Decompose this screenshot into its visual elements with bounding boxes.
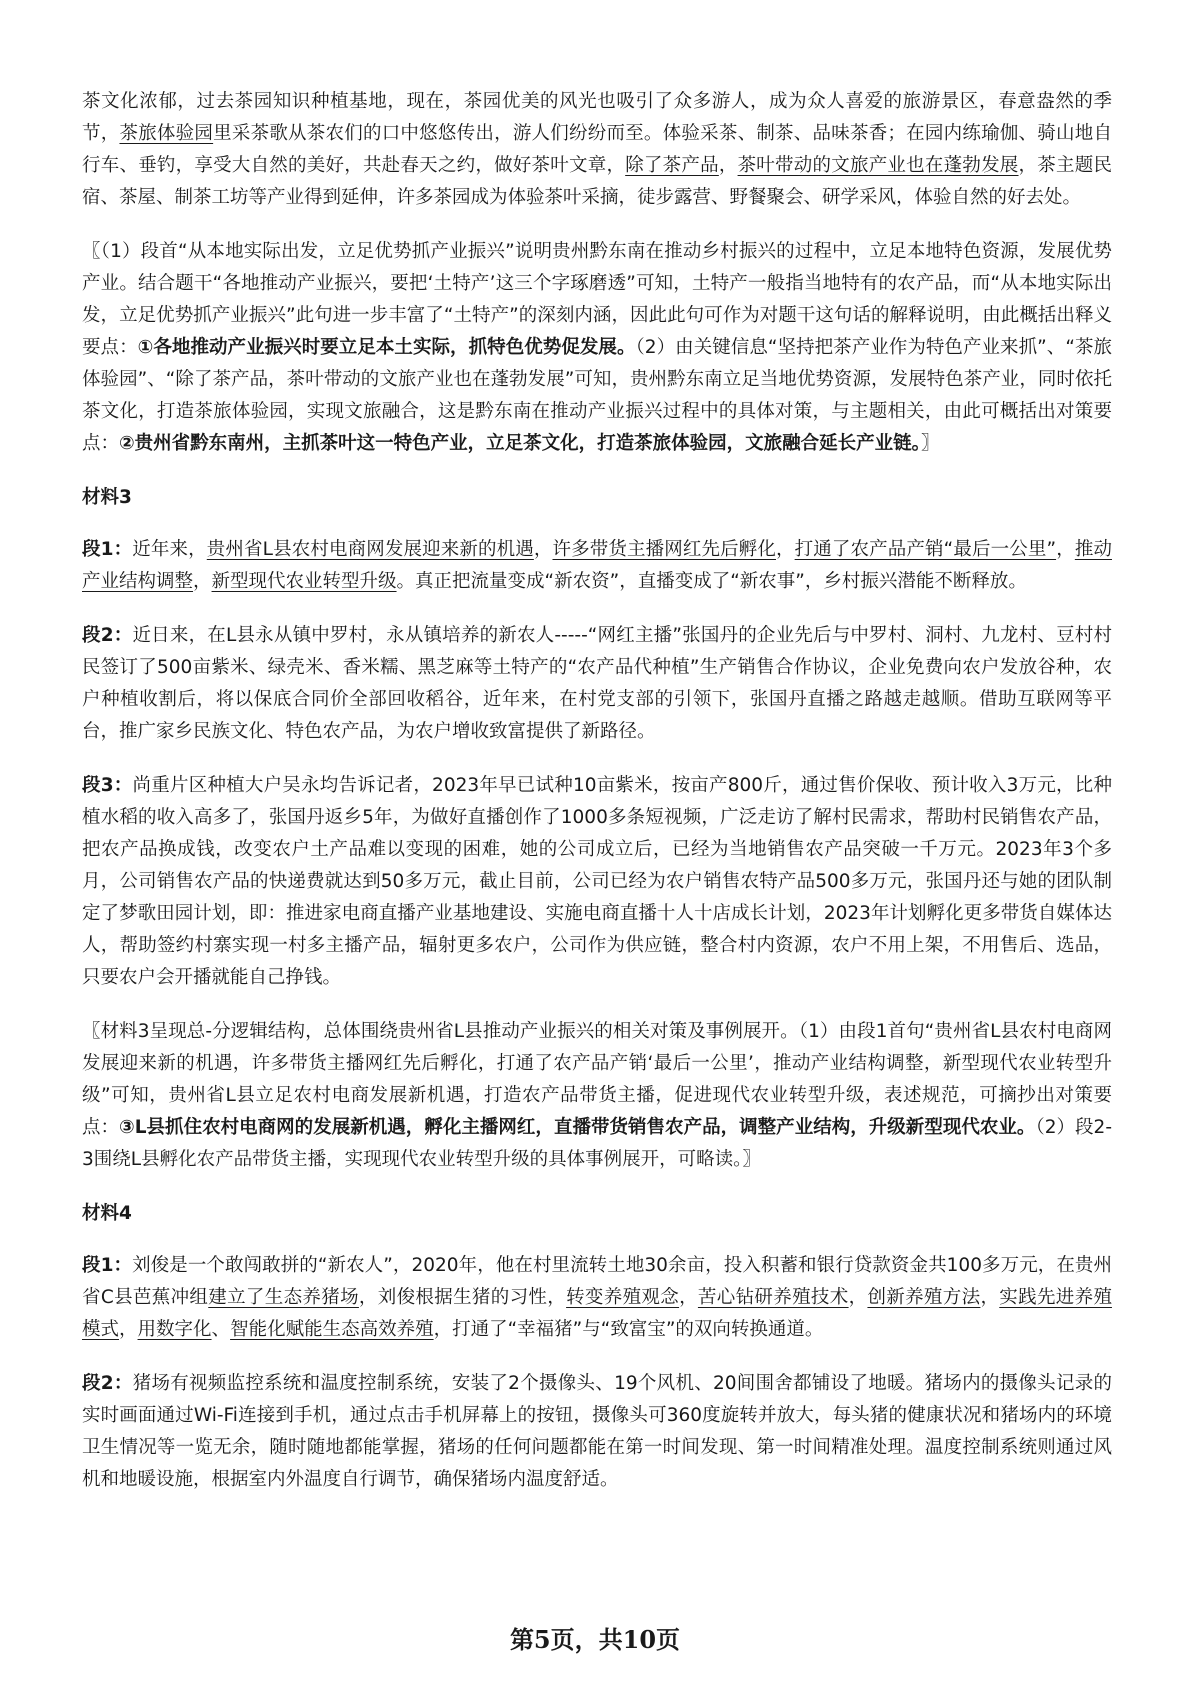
material-4-heading: 材料4 [82, 1203, 132, 1224]
analysis-material-3 [82, 1016, 1112, 1176]
underlined-phrase: 创新养殖方法 [867, 1287, 981, 1308]
key-point: ③L县抓住农村电商网的发展新机遇，孵化主播网红，直播带货销售农产品，调整产业结构，升级新型现代农业。 [119, 1117, 1036, 1138]
material-3-heading: 材料3 [82, 487, 132, 508]
analysis-material-2 [82, 236, 1112, 460]
section-label: 段2： [82, 625, 133, 646]
text-run: 里采茶歌从茶农们的口中悠悠传出，游人们纷纷而至。体验采茶、制茶、品味茶香；在园内练瑜伽、骑山地自行车、垂钓，享受大自然的美好，共赴春天之约，做好茶叶文章， [82, 123, 1112, 176]
text-run: ， [533, 539, 553, 560]
underlined-phrase: 新型现代农业转型升级 [211, 571, 397, 592]
text-run: 近日来，在L县永从镇中罗村，永从镇培养的新农人-----“网红主播”张国丹的企业先后与中罗村、洞村、九龙村、豆村村民签订了500亩紫米、绿壳米、香米糯、黑芝麻等土特产的“农产品代种植”生产销售合作协议，企业免费向农户发放谷种，农户种植收割后，将以保底合同价全部回收稻谷，近年来，在村党支部的引领下，张国丹直播之路越走越顺。借助互联网等平台，推广家乡民族文化、特色农产品，为农户增收致富提供了新路径。 [82, 625, 1113, 742]
material-3-section-1 [82, 534, 1112, 598]
text-run: （2）由关键信息“坚持把茶产业作为特色产业来抓”、“茶旅体验园”、“除了茶产品，茶叶带动的文旅产业也在蓬勃发展”可知，贵州黔东南立足当地优势资源，发展特色茶产业，同时依托茶文化，打造茶旅体验园，实现文旅融合，这是黔东南在推动产业振兴过程中的具体对策，与主题相关，由此可概括出对策要点： [82, 337, 1112, 454]
section-label: 段1： [82, 1255, 133, 1276]
text-run: ，茶主题民宿、茶屋、制茶工坊等产业得到延伸，许多茶园成为体验茶叶采摘，徒步露营、野餐聚会、研学采风，体验自然的好去处。 [82, 155, 1112, 208]
underlined-phrase: 实践先进养殖模式 [82, 1287, 1112, 1340]
underlined-phrase: 打通了农产品产销“最后一公里” [794, 539, 1057, 560]
text-run: 猪场有视频监控系统和温度控制系统，安装了2个摄像头、19个风机、20间围舍都铺设了地暖。猪场内的摄像头记录的实时画面通过Wi-Fi连接到手机，通过点击手机屏幕上的按钮，摄像头可360度旋转并放大，每头猪的健康状况和猪场内的环境卫生情况等一览无余，随时随地都能掌握，猪场的任何问题都能在第一时间发现、第一时间精准处理。温度控制系统则通过风机和地暖设施，根据室内外温度自行调节，确保猪场内温度舒适。 [82, 1373, 1113, 1490]
underlined-phrase: 建立了生态养猪场 [208, 1287, 359, 1308]
section-label: 段2： [82, 1373, 133, 1394]
key-point: ②贵州省黔东南州，主抓茶叶这一特色产业，立足茶文化，打造茶旅体验园，文旅融合延长产业链。 [119, 433, 921, 454]
text-run: 、 [211, 1319, 231, 1340]
paragraph-tea-tourism [82, 86, 1112, 214]
text-run: 刘俊是一个敢闯敢拼的“新农人”，2020年，他在村里流转土地30余亩，投入积蓄和银行贷款资金共100多万元，在贵州省C县芭蕉冲组 [82, 1255, 1113, 1308]
text-run: ， [193, 571, 212, 592]
material-3-section-3 [82, 770, 1112, 994]
text-run: 近年来， [132, 539, 207, 560]
page-number-footer: 第5页，共10页 [509, 1625, 681, 1654]
underlined-phrase: 苦心钻研养殖技术 [697, 1287, 849, 1308]
underlined-phrase: 转变养殖观念 [566, 1287, 680, 1308]
text-run: 〖材料3呈现总-分逻辑结构，总体围绕贵州省L县推动产业振兴的相关对策及事例展开。（1）由段1首句“贵州省L县农村电商网发展迎来新的机遇，许多带货主播网红先后孵化，打通了农产品产销‘最后一公里’，推动产业结构调整，新型现代农业转型升级”可知，贵州省L县立足农村电商发展新机遇，打造农产品带货主播，促进现代农业转型升级，表述规范，可摘抄出对策要点： [82, 1021, 1112, 1138]
key-point: ①各地推动产业振兴时要立足本土实际，抓特色优势促发展。 [137, 337, 636, 358]
text-run: 。真正把流量变成“新农资”，直播变成了“新农事”，乡村振兴潜能不断释放。 [396, 571, 1027, 592]
underlined-phrase: 用数字化 [137, 1319, 212, 1340]
text-run: ， [679, 1287, 698, 1308]
underlined-phrase: 推动产业结构调整 [82, 539, 1112, 592]
document-body [82, 86, 1112, 1518]
text-run: ，刘俊根据生猪的习性， [358, 1287, 567, 1308]
section-label: 段3： [82, 775, 133, 796]
text-run: ， [718, 155, 738, 176]
text-run: ， [980, 1287, 1000, 1308]
text-run: ， [1056, 539, 1075, 560]
text-run: 茶文化浓郁，过去茶园知识种植基地，现在，茶园优美的风光也吸引了众多游人，成为众人喜爱的旅游景区，春意盎然的季节， [82, 91, 1112, 144]
section-label: 段1： [82, 539, 133, 560]
underlined-phrase: 茶旅体验园 [119, 123, 214, 144]
text-run: 〖（1）段首“从本地实际出发，立足优势抓产业振兴”说明贵州黔东南在推动乡村振兴的过程中，立足本地特色资源，发展优势产业。结合题干“各地推动产业振兴，要把‘土特产’这三个字琢磨透”可知，土特产一般指当地特有的农产品，而“从本地实际出发，立足优势抓产业振兴”此句进一步丰富了“土特产”的深刻内涵，因此此句可作为对题干这句话的解释说明，由此概括出释义要点： [82, 241, 1112, 358]
text-run: 尚重片区种植大户吴永均告诉记者，2023年早已试种10亩紫米，按亩产800斤，通过售价保收、预计收入3万元，比种植水稻的收入高多了，张国丹返乡5年，为做好直播创作了1000多条短视频，广泛走访了解村民需求，帮助村民销售农产品，把农产品换成钱，改变农户土产品难以变现的困难，她的公司成立后，已经为当地销售农产品突破一千万元。2023年3个多月，公司销售农产品的快递费就达到50多万元，截止目前，公司已经为农户销售农特产品500多万元，张国丹还与她的团队制定了梦歌田园计划，即：推进家电商直播产业基地建设、实施电商直播十人十店成长计划，2023年计划孵化更多带货自媒体达人，帮助签约村寨实现一村多主播产品，辐射更多农户，公司作为供应链，整合村内资源，农户不用上架，不用售后、选品，只要农户会开播就能自己挣钱。 [82, 775, 1112, 988]
text-run: ， [776, 539, 795, 560]
text-run: 〗 [920, 433, 940, 454]
underlined-phrase: 茶叶带动的文旅产业也在蓬勃发展 [737, 155, 1019, 176]
material-4-section-2 [82, 1368, 1112, 1496]
underlined-phrase: 智能化赋能生态高效养殖 [230, 1319, 434, 1340]
material-3-section-2 [82, 620, 1112, 748]
underlined-phrase: 除了茶产品 [625, 155, 719, 176]
underlined-phrase: 许多带货主播网红先后孵化 [552, 539, 776, 560]
text-run: （2）段2-3围绕L县孵化农产品带货主播，实现现代农业转型升级的具体事例展开，可略读。〗 [82, 1117, 1112, 1170]
text-run: ，打通了“幸福猪”与“致富宝”的双向转换通道。 [433, 1319, 824, 1340]
material-4-section-1 [82, 1250, 1112, 1346]
text-run: ， [119, 1319, 138, 1340]
text-run: ， [848, 1287, 868, 1308]
underlined-phrase: 贵州省L县农村电商网发展迎来新的机遇 [206, 539, 534, 560]
